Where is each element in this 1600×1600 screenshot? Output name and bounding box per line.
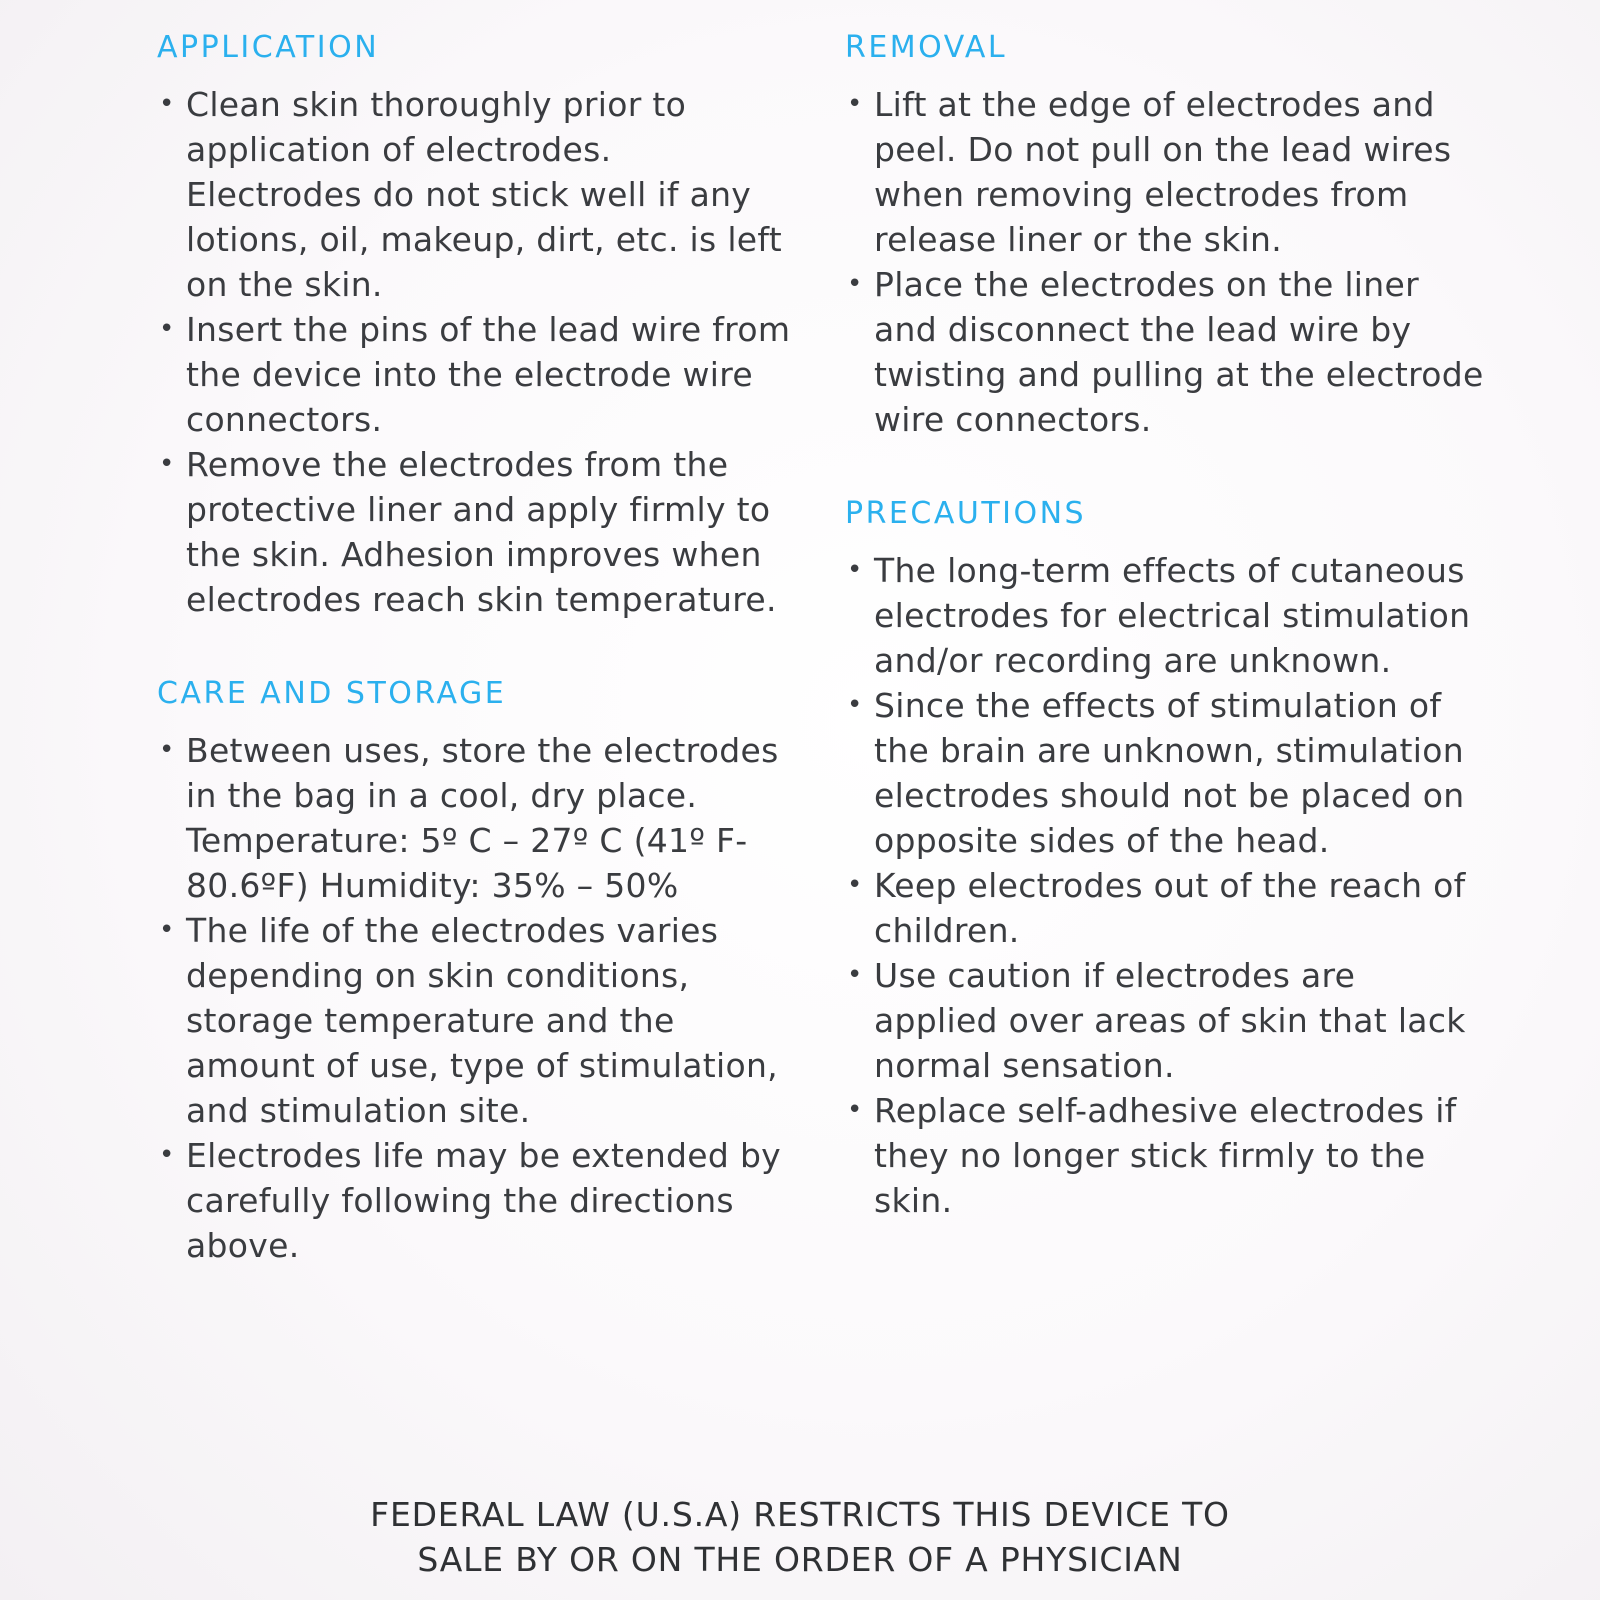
list-item-text: Keep electrodes out of the reach of children. xyxy=(874,866,1466,950)
care-and-storage-heading: CARE AND STORAGE xyxy=(157,676,507,711)
federal-law-notice-line-2: SALE BY OR ON THE ORDER OF A PHYSICIAN xyxy=(417,1540,1183,1579)
bullet-icon: • xyxy=(847,870,863,900)
list-item-text: Since the effects of stimulation of the brain are unknown, stimulation electrodes should not be placed on opposite sides of the head. xyxy=(874,686,1465,860)
removal-section xyxy=(845,28,1485,442)
list-item xyxy=(845,683,1485,863)
list-item xyxy=(845,1088,1485,1223)
list-item xyxy=(157,908,797,1133)
list-item xyxy=(845,953,1485,1088)
list-item-text: Place the electrodes on the liner and disconnect the lead wire by twisting and pulling at the electrode wire connectors. xyxy=(874,265,1484,439)
bullet-icon: • xyxy=(847,555,863,585)
precautions-heading: PRECAUTIONS xyxy=(845,496,1087,531)
bullet-icon: • xyxy=(159,735,175,765)
right-column xyxy=(845,28,1485,1275)
bullet-icon: • xyxy=(847,1095,863,1125)
list-item-text: Lift at the edge of electrodes and peel. Do not pull on the lead wires when removing electrodes from release liner or the skin. xyxy=(874,85,1452,259)
list-item xyxy=(845,863,1485,953)
list-item-text: Replace self-adhesive electrodes if they no longer stick firmly to the skin. xyxy=(874,1091,1457,1220)
list-item xyxy=(845,82,1485,262)
bullet-icon: • xyxy=(159,314,175,344)
bullet-icon: • xyxy=(159,915,175,945)
federal-law-notice xyxy=(240,1492,1360,1582)
list-item-text: Insert the pins of the lead wire from the device into the electrode wire connectors. xyxy=(186,310,791,439)
list-item xyxy=(845,548,1485,683)
list-item-text: The long-term effects of cutaneous electrodes for electrical stimulation and/or recording are unknown. xyxy=(874,551,1471,680)
list-item-text: Use caution if electrodes are applied over areas of skin that lack normal sensation. xyxy=(874,956,1466,1085)
application-section xyxy=(157,28,797,622)
bullet-icon: • xyxy=(847,690,863,720)
care-and-storage-section xyxy=(157,674,797,1268)
list-item xyxy=(157,442,797,622)
bullet-icon: • xyxy=(159,449,175,479)
bullet-icon: • xyxy=(159,89,175,119)
application-list xyxy=(157,82,797,622)
list-item xyxy=(157,728,797,908)
care-and-storage-list xyxy=(157,728,797,1268)
list-item xyxy=(157,307,797,442)
bullet-icon: • xyxy=(159,1140,175,1170)
list-item-text: The life of the electrodes varies depending on skin conditions, storage temperature and the amount of use, type of stimulation, and stimulation site. xyxy=(186,911,778,1130)
list-item-text: Clean skin thoroughly prior to application of electrodes. Electrodes do not stick well if any lotions, oil, makeup, dirt, etc. is left on the skin. xyxy=(186,85,782,304)
bullet-icon: • xyxy=(847,269,863,299)
list-item xyxy=(157,1133,797,1268)
list-item-text: Electrodes life may be extended by carefully following the directions above. xyxy=(186,1136,782,1265)
federal-law-notice-line-1: FEDERAL LAW (U.S.A) RESTRICTS THIS DEVICE TO xyxy=(370,1495,1230,1534)
precautions-list xyxy=(845,548,1485,1223)
removal-list xyxy=(845,82,1485,442)
list-item xyxy=(157,82,797,307)
list-item xyxy=(845,262,1485,442)
list-item-text: Between uses, store the electrodes in the bag in a cool, dry place. Temperature: 5º C – 27º C (41º F-80.6ºF) Humidity: 35% – 50% xyxy=(186,731,779,905)
application-heading: APPLICATION xyxy=(157,30,380,65)
bullet-icon: • xyxy=(847,89,863,119)
precautions-section xyxy=(845,494,1485,1223)
removal-heading: REMOVAL xyxy=(845,30,1008,65)
bullet-icon: • xyxy=(847,960,863,990)
list-item-text: Remove the electrodes from the protective liner and apply firmly to the skin. Adhesion improves when electrodes reach skin temperature. xyxy=(186,445,777,619)
left-column xyxy=(157,28,797,1320)
